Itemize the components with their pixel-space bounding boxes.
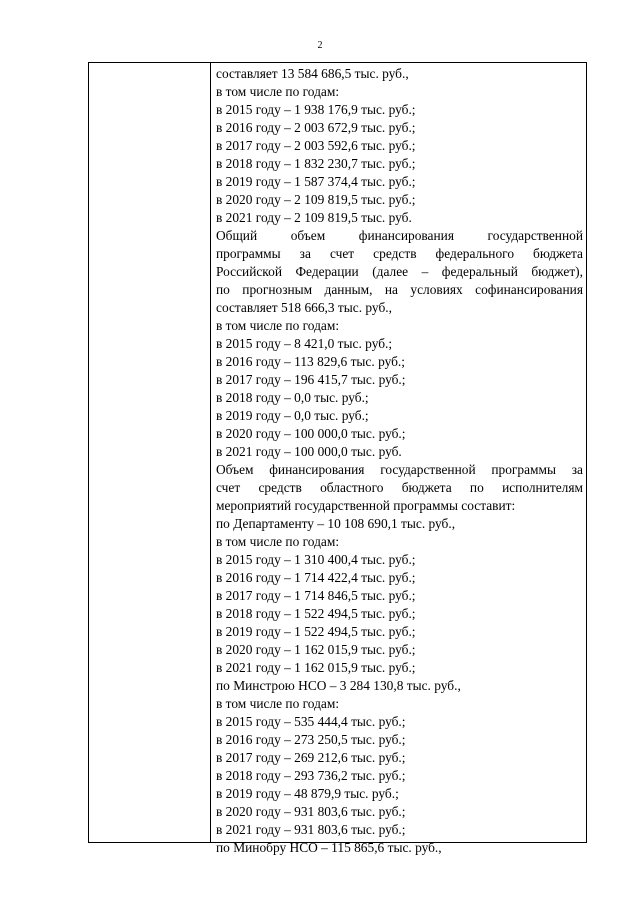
text-line: в 2015 году – 535 444,4 тыс. руб.;: [216, 714, 406, 729]
text-line: в том числе по годам:: [216, 696, 340, 711]
text-line: по прогнозным данным, на условиях софинансирования: [216, 282, 583, 297]
text-line: в 2015 году – 1 938 176,9 тыс. руб.;: [216, 102, 416, 117]
text-line: программы за счет средств федерального бюджета: [216, 246, 583, 261]
text-line: в 2021 году – 931 803,6 тыс. руб.;: [216, 822, 406, 837]
column-divider: [210, 63, 211, 842]
text-line: в 2020 году – 931 803,6 тыс. руб.;: [216, 804, 406, 819]
text-line: в 2021 году – 2 109 819,5 тыс. руб.: [216, 210, 412, 225]
text-line: в 2018 году – 1 832 230,7 тыс. руб.;: [216, 156, 416, 171]
text-line: в 2019 году – 48 879,9 тыс. руб.;: [216, 786, 399, 801]
text-line: в 2019 году – 1 522 494,5 тыс. руб.;: [216, 624, 416, 639]
text-line: в 2017 году – 269 212,6 тыс. руб.;: [216, 750, 406, 765]
text-line: составляет 13 584 686,5 тыс. руб.,: [216, 66, 409, 81]
text-line: по Департаменту – 10 108 690,1 тыс. руб.,: [216, 516, 456, 531]
text-line: в 2021 году – 1 162 015,9 тыс. руб.;: [216, 660, 416, 675]
text-line: в 2021 году – 100 000,0 тыс. руб.: [216, 444, 402, 459]
document-table: [88, 62, 587, 855]
text-line: в 2015 году – 1 310 400,4 тыс. руб.;: [216, 552, 416, 567]
text-line: Объем финансирования государственной программы за: [216, 462, 583, 477]
text-line: в 2016 году – 2 003 672,9 тыс. руб.;: [216, 120, 416, 135]
text-line: в 2019 году – 0,0 тыс. руб.;: [216, 408, 369, 423]
text-line: счет средств областного бюджета по исполнителям: [216, 480, 583, 495]
text-line: в 2016 году – 1 714 422,4 тыс. руб.;: [216, 570, 416, 585]
text-line: в 2016 году – 273 250,5 тыс. руб.;: [216, 732, 406, 747]
text-line: в 2017 году – 1 714 846,5 тыс. руб.;: [216, 588, 416, 603]
text-line: мероприятий государственной программы составит:: [216, 498, 516, 513]
text-line: в 2020 году – 1 162 015,9 тыс. руб.;: [216, 642, 416, 657]
text-line: в 2018 году – 293 736,2 тыс. руб.;: [216, 768, 406, 783]
text-line: в 2018 году – 1 522 494,5 тыс. руб.;: [216, 606, 416, 621]
text-line: в 2015 году – 8 421,0 тыс. руб.;: [216, 336, 393, 351]
table-right-cell: [216, 65, 583, 857]
text-line: в том числе по годам:: [216, 534, 340, 549]
text-line: в 2017 году – 196 415,7 тыс. руб.;: [216, 372, 406, 387]
text-line: в 2016 году – 113 829,6 тыс. руб.;: [216, 354, 405, 369]
table-left-cell: [89, 63, 210, 842]
text-line: по Минстрою НСО – 3 284 130,8 тыс. руб.,: [216, 678, 461, 693]
text-line: в 2019 году – 1 587 374,4 тыс. руб.;: [216, 174, 416, 189]
text-line: в том числе по годам:: [216, 318, 340, 333]
text-line: составляет 518 666,3 тыс. руб.,: [216, 300, 392, 315]
text-line: в 2020 году – 100 000,0 тыс. руб.;: [216, 426, 406, 441]
text-line: в 2020 году – 2 109 819,5 тыс. руб.;: [216, 192, 416, 207]
text-line: Общий объем финансирования государственной: [216, 228, 583, 243]
text-line: в том числе по годам:: [216, 84, 340, 99]
text-line: Российской Федерации (далее – федеральный бюджет),: [216, 264, 583, 279]
page-number: 2: [317, 40, 323, 51]
text-line: в 2017 году – 2 003 592,6 тыс. руб.;: [216, 138, 416, 153]
text-line: в 2018 году – 0,0 тыс. руб.;: [216, 390, 369, 405]
text-line: по Минобру НСО – 115 865,6 тыс. руб.,: [216, 840, 442, 855]
